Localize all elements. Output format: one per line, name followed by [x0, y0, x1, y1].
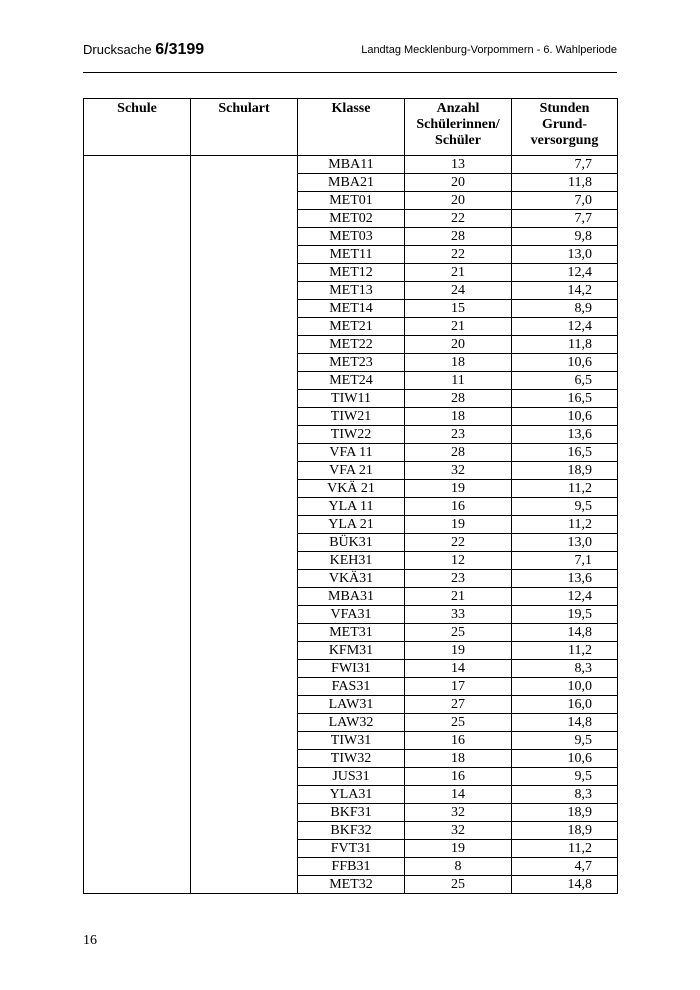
cell-klasse: FWI31 [298, 660, 405, 678]
cell-anzahl: 24 [405, 282, 512, 300]
cell-klasse: MBA31 [298, 588, 405, 606]
cell-klasse: MET23 [298, 354, 405, 372]
cell-anzahl: 27 [405, 696, 512, 714]
cell-stunden: 13,0 [512, 534, 618, 552]
cell-klasse: YLA31 [298, 786, 405, 804]
cell-stunden: 13,6 [512, 570, 618, 588]
table-body [84, 156, 618, 894]
cell-stunden: 9,5 [512, 732, 618, 750]
cell-anzahl: 17 [405, 678, 512, 696]
cell-stunden: 7,1 [512, 552, 618, 570]
cell-klasse: TIW32 [298, 750, 405, 768]
cell-stunden: 8,3 [512, 786, 618, 804]
cell-anzahl: 18 [405, 408, 512, 426]
cell-klasse: MBA21 [298, 174, 405, 192]
cell-klasse: TIW22 [298, 426, 405, 444]
cell-stunden: 10,6 [512, 750, 618, 768]
cell-stunden: 7,7 [512, 210, 618, 228]
cell-klasse: MET11 [298, 246, 405, 264]
cell-anzahl: 14 [405, 660, 512, 678]
cell-anzahl: 8 [405, 858, 512, 876]
cell-klasse: FAS31 [298, 678, 405, 696]
cell-stunden: 11,8 [512, 174, 618, 192]
cell-schulart [191, 156, 298, 894]
document-number: 6/3199 [155, 41, 205, 58]
cell-anzahl: 15 [405, 300, 512, 318]
cell-anzahl: 25 [405, 876, 512, 894]
cell-klasse: MET31 [298, 624, 405, 642]
cell-klasse: TIW21 [298, 408, 405, 426]
column-header-stunden: Stunden Grund- versorgung [512, 99, 618, 156]
cell-schule [84, 156, 191, 894]
cell-klasse: MET13 [298, 282, 405, 300]
cell-stunden: 9,8 [512, 228, 618, 246]
cell-stunden: 4,7 [512, 858, 618, 876]
cell-anzahl: 23 [405, 570, 512, 588]
cell-anzahl: 32 [405, 822, 512, 840]
document-label: Drucksache [83, 42, 152, 57]
cell-klasse: VFA31 [298, 606, 405, 624]
cell-klasse: VKÄ31 [298, 570, 405, 588]
cell-stunden: 10,6 [512, 408, 618, 426]
header-divider [83, 72, 617, 73]
cell-anzahl: 19 [405, 840, 512, 858]
cell-klasse: MET12 [298, 264, 405, 282]
cell-anzahl: 19 [405, 642, 512, 660]
cell-anzahl: 23 [405, 426, 512, 444]
cell-stunden: 12,4 [512, 588, 618, 606]
allocation-table [83, 98, 618, 894]
cell-stunden: 9,5 [512, 498, 618, 516]
cell-stunden: 8,9 [512, 300, 618, 318]
column-header-schule: Schule [84, 99, 191, 156]
cell-klasse: LAW31 [298, 696, 405, 714]
cell-anzahl: 20 [405, 192, 512, 210]
cell-anzahl: 11 [405, 372, 512, 390]
cell-klasse: VKÄ 21 [298, 480, 405, 498]
cell-stunden: 14,2 [512, 282, 618, 300]
cell-klasse: KEH31 [298, 552, 405, 570]
cell-stunden: 10,6 [512, 354, 618, 372]
cell-stunden: 14,8 [512, 624, 618, 642]
cell-anzahl: 25 [405, 624, 512, 642]
cell-klasse: LAW32 [298, 714, 405, 732]
cell-klasse: YLA 21 [298, 516, 405, 534]
cell-anzahl: 16 [405, 498, 512, 516]
cell-anzahl: 18 [405, 354, 512, 372]
cell-klasse: MET01 [298, 192, 405, 210]
cell-klasse: KFM31 [298, 642, 405, 660]
cell-klasse: MET24 [298, 372, 405, 390]
cell-klasse: BKF31 [298, 804, 405, 822]
cell-klasse: VFA 11 [298, 444, 405, 462]
cell-anzahl: 16 [405, 768, 512, 786]
cell-stunden: 7,0 [512, 192, 618, 210]
cell-anzahl: 21 [405, 264, 512, 282]
cell-stunden: 7,7 [512, 156, 618, 174]
cell-anzahl: 32 [405, 462, 512, 480]
cell-anzahl: 25 [405, 714, 512, 732]
cell-anzahl: 20 [405, 174, 512, 192]
cell-stunden: 11,8 [512, 336, 618, 354]
column-header-schulart: Schulart [191, 99, 298, 156]
column-header-anzahl: Anzahl Schülerinnen/ Schüler [405, 99, 512, 156]
cell-klasse: MET02 [298, 210, 405, 228]
cell-stunden: 10,0 [512, 678, 618, 696]
cell-stunden: 9,5 [512, 768, 618, 786]
cell-stunden: 18,9 [512, 804, 618, 822]
cell-klasse: MET22 [298, 336, 405, 354]
cell-stunden: 18,9 [512, 822, 618, 840]
cell-anzahl: 28 [405, 444, 512, 462]
cell-stunden: 6,5 [512, 372, 618, 390]
cell-anzahl: 18 [405, 750, 512, 768]
cell-anzahl: 22 [405, 246, 512, 264]
cell-stunden: 11,2 [512, 642, 618, 660]
cell-anzahl: 12 [405, 552, 512, 570]
document-id [83, 41, 204, 59]
cell-anzahl: 16 [405, 732, 512, 750]
cell-stunden: 11,2 [512, 840, 618, 858]
cell-anzahl: 28 [405, 228, 512, 246]
page-number: 16 [83, 933, 97, 948]
cell-anzahl: 19 [405, 516, 512, 534]
cell-anzahl: 21 [405, 588, 512, 606]
cell-anzahl: 33 [405, 606, 512, 624]
cell-klasse: VFA 21 [298, 462, 405, 480]
cell-anzahl: 21 [405, 318, 512, 336]
cell-anzahl: 19 [405, 480, 512, 498]
cell-stunden: 8,3 [512, 660, 618, 678]
cell-klasse: FFB31 [298, 858, 405, 876]
cell-stunden: 16,5 [512, 444, 618, 462]
cell-anzahl: 20 [405, 336, 512, 354]
cell-stunden: 14,8 [512, 876, 618, 894]
cell-anzahl: 28 [405, 390, 512, 408]
cell-anzahl: 32 [405, 804, 512, 822]
cell-stunden: 18,9 [512, 462, 618, 480]
cell-stunden: 13,6 [512, 426, 618, 444]
cell-stunden: 16,0 [512, 696, 618, 714]
cell-stunden: 16,5 [512, 390, 618, 408]
cell-klasse: MET14 [298, 300, 405, 318]
cell-klasse: BKF32 [298, 822, 405, 840]
column-header-klasse: Klasse [298, 99, 405, 156]
cell-klasse: MET32 [298, 876, 405, 894]
cell-klasse: JUS31 [298, 768, 405, 786]
cell-stunden: 19,5 [512, 606, 618, 624]
cell-stunden: 13,0 [512, 246, 618, 264]
cell-klasse: TIW31 [298, 732, 405, 750]
cell-stunden: 14,8 [512, 714, 618, 732]
table-header-row [84, 99, 618, 156]
cell-stunden: 11,2 [512, 516, 618, 534]
institution-label: Landtag Mecklenburg-Vorpommern - 6. Wahlperiode [361, 44, 617, 56]
cell-anzahl: 22 [405, 210, 512, 228]
cell-klasse: YLA 11 [298, 498, 405, 516]
cell-klasse: MBA11 [298, 156, 405, 174]
cell-stunden: 11,2 [512, 480, 618, 498]
cell-stunden: 12,4 [512, 318, 618, 336]
cell-anzahl: 14 [405, 786, 512, 804]
cell-klasse: FVT31 [298, 840, 405, 858]
cell-klasse: BÜK31 [298, 534, 405, 552]
cell-klasse: MET21 [298, 318, 405, 336]
cell-klasse: MET03 [298, 228, 405, 246]
cell-anzahl: 22 [405, 534, 512, 552]
table-row [84, 156, 618, 174]
cell-klasse: TIW11 [298, 390, 405, 408]
cell-anzahl: 13 [405, 156, 512, 174]
cell-stunden: 12,4 [512, 264, 618, 282]
